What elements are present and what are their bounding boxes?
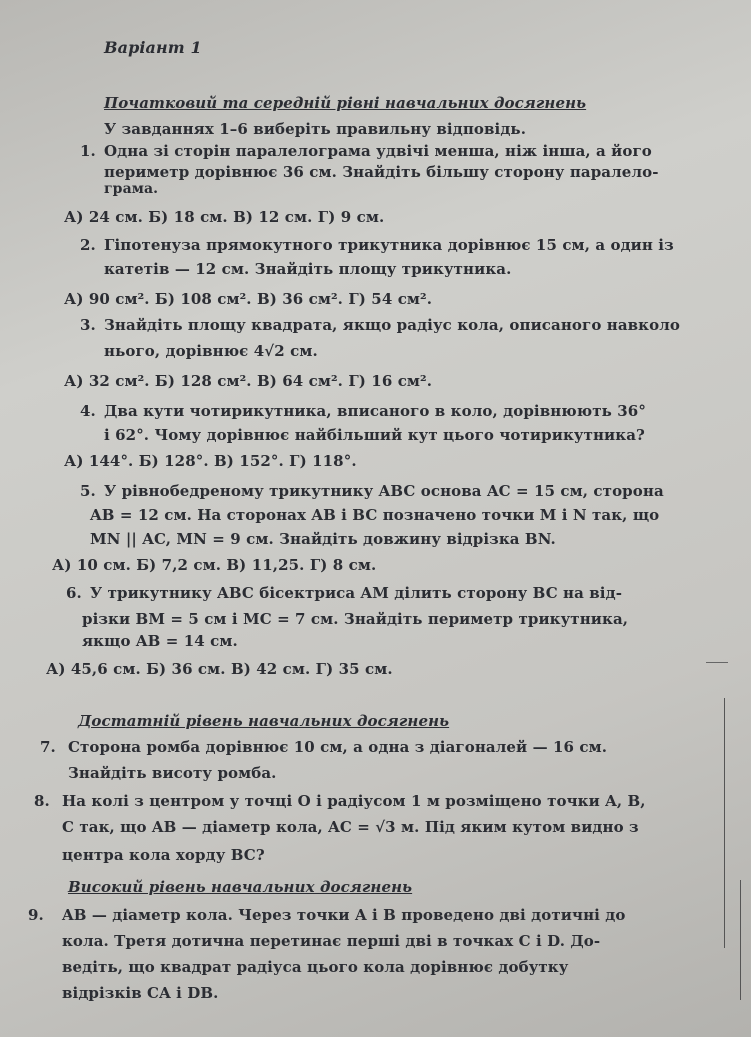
margin-tick <box>706 662 728 663</box>
task-5-line-2: AB = 12 см. На сторонах AB і BC позначено точки M і N так, що <box>90 506 660 524</box>
task-4-line-1: Два кути чотирикутника, вписаного в коло, дорівнюють 36° <box>104 402 646 420</box>
task-2-line-2: катетів — 12 см. Знайдіть площу трикутника. <box>104 260 512 278</box>
task-6-line-1: У трикутнику ABC бісектриса AM ділить сторону BC на від- <box>90 584 623 602</box>
task-2-number: 2. <box>80 236 96 254</box>
task-5-number: 5. <box>80 482 96 500</box>
task-7-number: 7. <box>40 738 56 756</box>
task-6-answers: А) 45,6 см. Б) 36 см. В) 42 см. Г) 35 см. <box>46 660 393 678</box>
task-5-line-3: MN || AC, MN = 9 см. Знайдіть довжину відрізка BN. <box>90 530 556 548</box>
task-2-line-1: Гіпотенуза прямокутного трикутника дорівнює 15 см, а один із <box>104 236 674 254</box>
section-title-basic: Початковий та середній рівні навчальних досягнень <box>104 94 587 112</box>
task-7-line-2: Знайдіть висоту ромба. <box>68 764 277 782</box>
task-7-line-1: Сторона ромба дорівнює 10 см, а одна з діагоналей — 16 см. <box>68 738 608 756</box>
task-4-answers: А) 144°. Б) 128°. В) 152°. Г) 118°. <box>64 452 357 470</box>
task-3-line-2: нього, дорівнює 4√2 см. <box>104 342 318 360</box>
task-6-number: 6. <box>66 584 82 602</box>
task-6-line-3: якщо AB = 14 см. <box>82 632 238 650</box>
task-9-line-2: кола. Третя дотична перетинає перші дві в точках C і D. До- <box>62 932 601 950</box>
task-9-line-1: AB — діаметр кола. Через точки A і B проведено дві дотичні до <box>62 906 626 924</box>
task-1-line-1: Одна зі сторін паралелограма удвічі менша, ніж інша, а його <box>104 142 652 160</box>
task-1-answers: А) 24 см. Б) 18 см. В) 12 см. Г) 9 см. <box>64 208 385 226</box>
task-1-number: 1. <box>80 142 96 160</box>
task-8-number: 8. <box>34 792 50 810</box>
section-title-sufficient: Достатній рівень навчальних досягнень <box>78 712 450 730</box>
task-8-line-1: На колі з центром у точці O і радіусом 1 м розміщено точки A, B, <box>62 792 646 810</box>
task-4-number: 4. <box>80 402 96 420</box>
task-6-line-2: різки BM = 5 см і MC = 7 см. Знайдіть периметр трикутника, <box>82 610 629 628</box>
task-8-line-3: центра кола хорду BC? <box>62 846 265 864</box>
variant-title: Варіант 1 <box>104 38 202 57</box>
section-title-high: Високий рівень навчальних досягнень <box>68 878 413 896</box>
task-9-line-3: ведіть, що квадрат радіуса цього кола дорівнює добутку <box>62 958 569 976</box>
task-3-answers: А) 32 см². Б) 128 см². В) 64 см². Г) 16 см². <box>64 372 433 390</box>
task-2-answers: А) 90 см². Б) 108 см². В) 36 см². Г) 54 см². <box>64 290 433 308</box>
task-1-line-2: периметр дорівнює 36 см. Знайдіть більшу сторону паралело- <box>104 163 659 181</box>
margin-line-right-lower <box>740 880 741 1000</box>
task-5-answers: А) 10 см. Б) 7,2 см. В) 11,25. Г) 8 см. <box>52 556 377 574</box>
task-9-number: 9. <box>28 906 44 924</box>
task-4-line-2: і 62°. Чому дорівнює найбільший кут цього чотирикутника? <box>104 426 645 444</box>
task-3-line-1: Знайдіть площу квадрата, якщо радіус кола, описаного навколо <box>104 316 680 334</box>
task-5-line-1: У рівнобедреному трикутнику ABC основа AC = 15 см, сторона <box>104 482 664 500</box>
instruction: У завданнях 1–6 виберіть правильну відповідь. <box>104 120 527 138</box>
margin-line-right <box>724 698 725 948</box>
task-8-line-2: C так, що AB — діаметр кола, AC = √3 м. Під яким кутом видно з <box>62 818 639 836</box>
task-1-line-3: грама. <box>104 181 159 197</box>
task-9-line-4: відрізків CA і DB. <box>62 984 219 1002</box>
task-3-number: 3. <box>80 316 96 334</box>
